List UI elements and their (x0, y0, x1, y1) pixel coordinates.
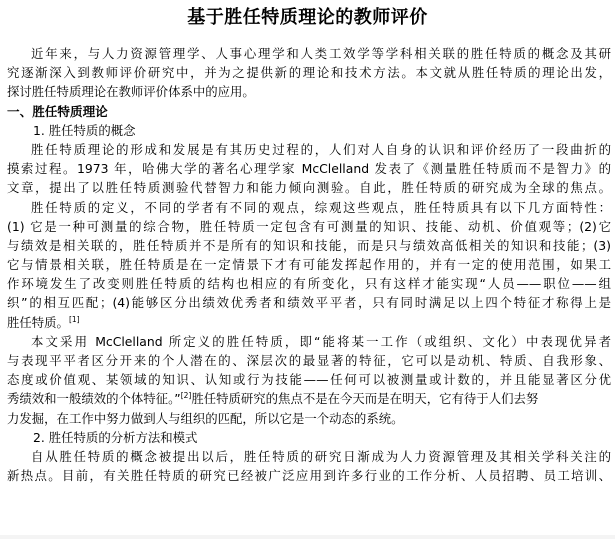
paragraph-line: 探讨胜任特质理论在教师评价体系中的应用。 (7, 84, 255, 100)
paragraph-line: 究逐渐深入到教师评价研究中，并为之提供新的理论和技术方法。本文就从胜任特质的理论出发， (7, 65, 611, 81)
paragraph-line: 胜任特质理论的形成和发展是有其历史过程的，人们对人自身的认识和评价经历了一段曲折的 (31, 141, 611, 157)
paragraph-line: (1) 它是一种可测量的综合物，胜任特质一定包含有可测量的知识、技能、动机、价值观等；(2)它 (7, 218, 611, 234)
paragraph-line: 摸索过程。1973 年，哈佛大学的著名心理学家 McClelland 发表了《测量胜任特质而不是智力》的 (7, 161, 611, 177)
paragraph-text: 秀绩效和一般绩效的个体特征。” (7, 391, 181, 407)
paragraph-line: 新热点。目前，有关胜任特质的研究已经被广泛应用到许多行业的工作分析、人员招聘、员工培训、 (7, 468, 611, 484)
section-heading: 一、胜任特质理论 (7, 103, 108, 119)
citation-ref-2: [2] (180, 391, 192, 401)
subsection-heading: 2. 胜任特质的分析方法和模式 (33, 429, 198, 445)
document-title: 基于胜任特质理论的教师评价 (187, 7, 428, 28)
paragraph-line: 胜任特质的定义，不同的学者有不同的观点，综观这些观点，胜任特质具有以下几方面特性： (31, 199, 611, 215)
paragraph-line (7, 389, 611, 408)
paragraph-line: 近年来，与人力资源管理学、人事心理学和人类工效学等学科相关联的胜任特质的概念及其研 (31, 46, 611, 61)
paragraph-line: 作环境发生了改变则胜任特质的结构也相应的有所变化，只有这样才能实现“人员——职位——组 (7, 276, 611, 292)
paragraph-text: 胜任特质研究的焦点不是在今天而是在明天，它有待于人们去努 (191, 391, 539, 407)
paragraph-line: 与绩效是相关联的，胜任特质并不是所有的知识和技能，而是只与绩效高低相关的知识和技能；(3) (7, 237, 611, 253)
document-body (7, 44, 611, 485)
citation-ref-1: [1] (68, 314, 80, 324)
paragraph-line: 与表现平平者区分开来的个人潜在的、深层次的最显著的特征，它可以是动机、特质、自我形象、 (7, 353, 611, 368)
paragraph-line (7, 313, 611, 332)
paragraph-line: 本文采用 McClelland 所定义的胜任特质，即“能将某一工作（或组织、文化）中表现优异者 (31, 333, 611, 349)
paragraph-line: 自从胜任特质的概念被提出以后，胜任特质的研究日渐成为人力资源管理及其相关学科关注的 (31, 448, 611, 464)
paragraph-line: 力发掘，在工作中努力做到人与组织的匹配，所以它是一个动态的系统。 (7, 410, 404, 426)
page-bottom-edge (0, 535, 615, 539)
paragraph-line: 态度或价值观、某领域的知识、认知或行为技能——任何可以被测量或计数的，并且能显著区分优 (7, 372, 611, 388)
paragraph-line: 织”的相互匹配；(4)能够区分出绩效优秀者和绩效平平者，只有同时满足以上四个特征才称得上是 (7, 295, 611, 311)
paragraph-line: 它与情景相关联，胜任特质是在一定情景下才有可能发挥起作用的，并有一定的使用范围，如果工 (7, 257, 611, 273)
paragraph-text: 胜任特质。 (7, 314, 69, 330)
subsection-heading: 1. 胜任特质的概念 (33, 122, 136, 138)
paragraph-line: 文章，提出了以胜任特质测验代替智力和能力倾向测验。自此，胜任特质的研究成为全球的焦点。 (7, 180, 611, 196)
